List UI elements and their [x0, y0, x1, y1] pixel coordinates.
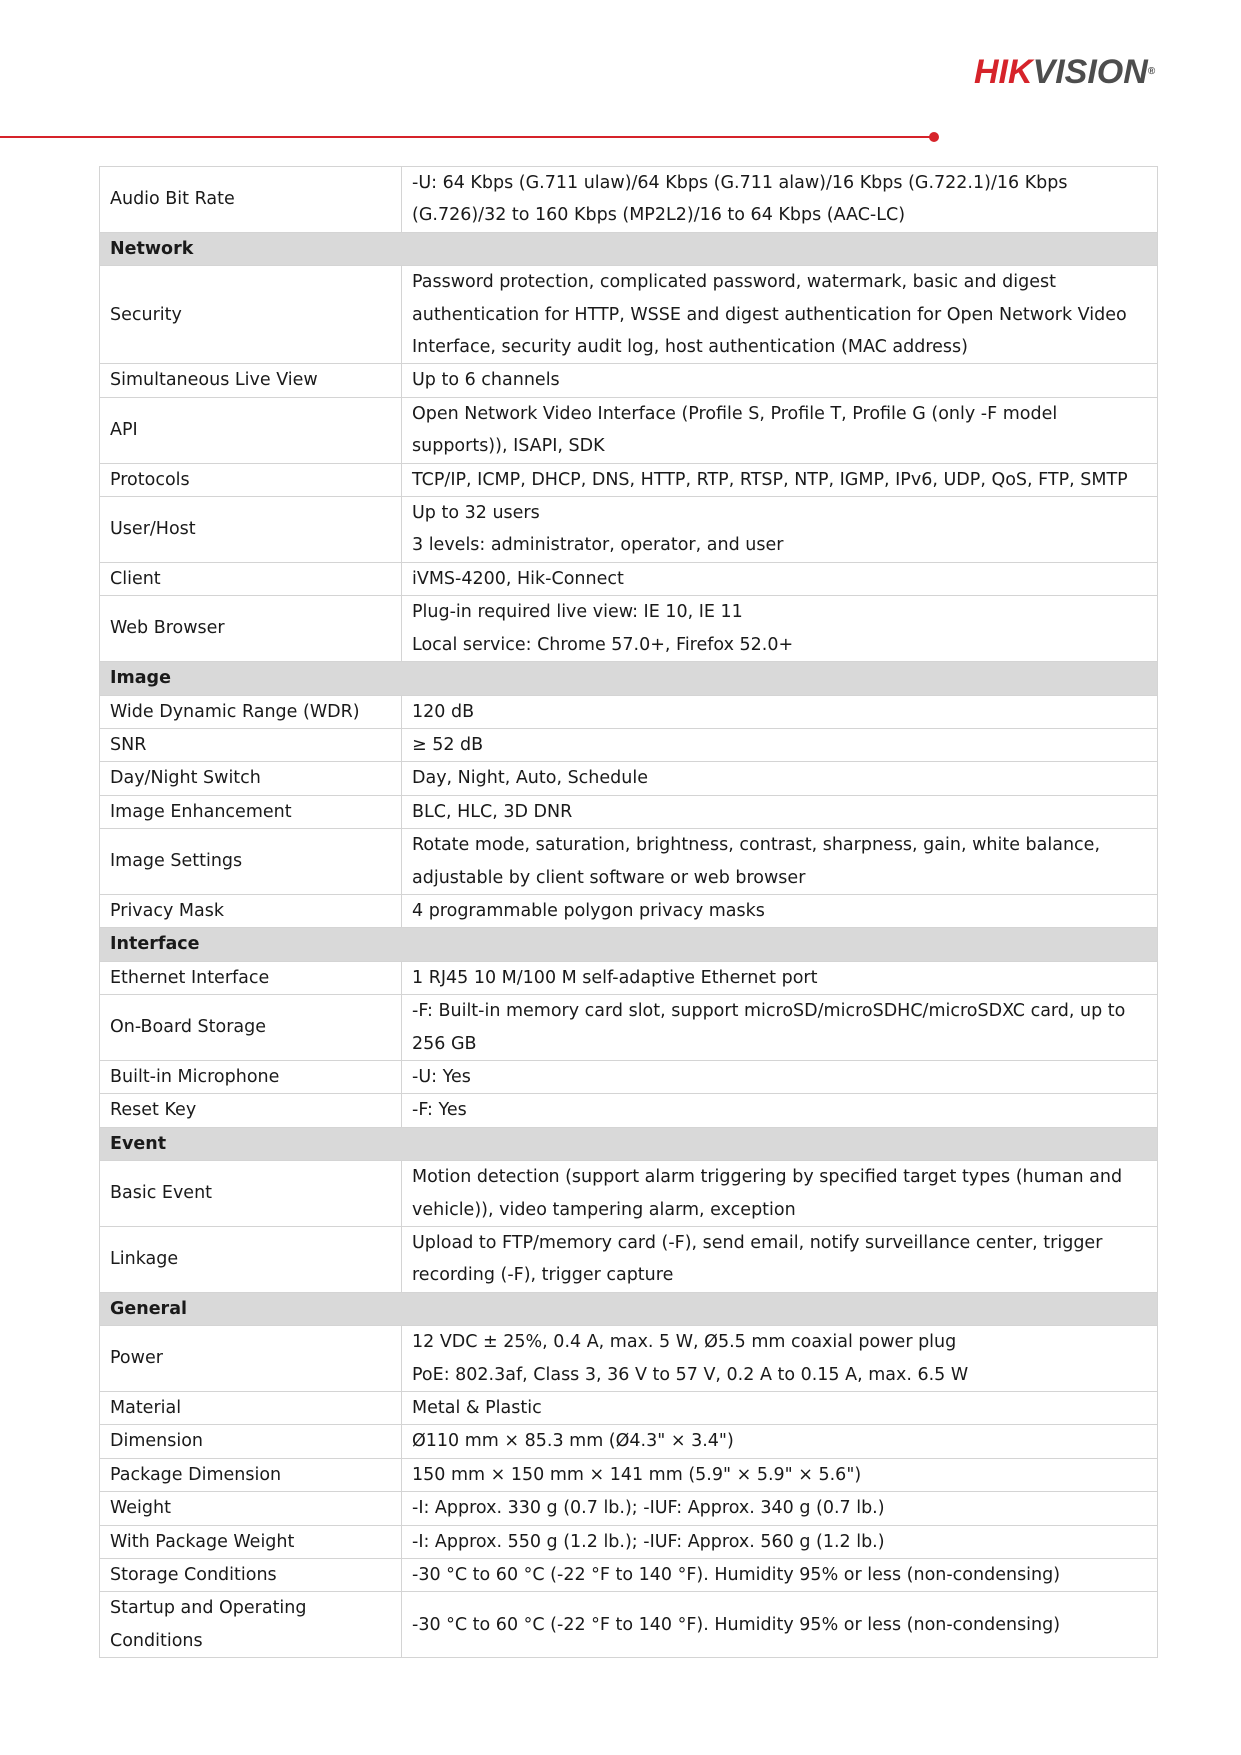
spec-label: Protocols — [100, 463, 402, 496]
spec-value — [402, 1161, 1158, 1227]
spec-value — [402, 728, 1158, 761]
spec-value-line: BLC, HLC, 3D DNR — [412, 801, 573, 822]
spec-label: Security — [100, 266, 402, 364]
spec-row — [100, 497, 1158, 563]
section-title: Network — [100, 232, 1158, 265]
spec-row — [100, 1326, 1158, 1392]
spec-value-line: 3 levels: administrator, operator, and user — [412, 535, 784, 556]
spec-value-line: 12 VDC ± 25%, 0.4 A, max. 5 W, Ø5.5 mm coaxial power plug — [412, 1332, 957, 1353]
spec-row — [100, 1592, 1158, 1658]
spec-row — [100, 894, 1158, 927]
spec-value-line: Password protection, complicated password, watermark, basic and digest authentication for HTTP, WSSE and digest authentication for Open Network Video Interface, security audit log, host authentication (MAC address) — [412, 272, 1127, 358]
spec-value — [402, 397, 1158, 463]
spec-value — [402, 1094, 1158, 1127]
spec-label: On-Board Storage — [100, 995, 402, 1061]
spec-value — [402, 1492, 1158, 1525]
spec-label: Image Settings — [100, 829, 402, 895]
spec-row — [100, 1227, 1158, 1293]
spec-label: Dimension — [100, 1425, 402, 1458]
section-header-row — [100, 232, 1158, 265]
spec-value-line: Rotate mode, saturation, brightness, contrast, sharpness, gain, white balance, adjustable by client software or web browser — [412, 835, 1101, 888]
spec-value-line: Up to 32 users — [412, 503, 540, 524]
section-title: Interface — [100, 928, 1158, 961]
section-header-row — [100, 1292, 1158, 1325]
section-header-row — [100, 1127, 1158, 1160]
spec-value-line: -F: Yes — [412, 1100, 467, 1121]
spec-label: Web Browser — [100, 596, 402, 662]
spec-value-line: -F: Built-in memory card slot, support microSD/microSDHC/microSDXC card, up to 256 GB — [412, 1001, 1126, 1054]
spec-row — [100, 1458, 1158, 1491]
spec-value — [402, 364, 1158, 397]
section-title: General — [100, 1292, 1158, 1325]
spec-value — [402, 1525, 1158, 1558]
spec-label: Built-in Microphone — [100, 1060, 402, 1093]
spec-value-line: 150 mm × 150 mm × 141 mm (5.9" × 5.9" × 5.6") — [412, 1464, 862, 1485]
spec-label: Weight — [100, 1492, 402, 1525]
section-title: Event — [100, 1127, 1158, 1160]
spec-row — [100, 167, 1158, 233]
spec-value-line: Motion detection (support alarm triggering by specified target types (human and vehicle)), video tampering alarm, exception — [412, 1167, 1123, 1220]
spec-value-line: TCP/IP, ICMP, DHCP, DNS, HTTP, RTP, RTSP, NTP, IGMP, IPv6, UDP, QoS, FTP, SMTP — [412, 469, 1128, 490]
spec-value — [402, 266, 1158, 364]
spec-value — [402, 497, 1158, 563]
spec-value-line: Open Network Video Interface (Profile S, Profile T, Profile G (only -F model supports)), ISAPI, SDK — [412, 403, 1058, 457]
spec-row — [100, 1559, 1158, 1592]
spec-row — [100, 795, 1158, 828]
spec-value — [402, 1060, 1158, 1093]
spec-value-line: Plug-in required live view: IE 10, IE 11 — [412, 602, 743, 623]
spec-value-line: Metal & Plastic — [412, 1398, 542, 1419]
spec-row — [100, 596, 1158, 662]
spec-value — [402, 596, 1158, 662]
spec-label: Storage Conditions — [100, 1559, 402, 1592]
spec-row — [100, 1161, 1158, 1227]
spec-value — [402, 1559, 1158, 1592]
spec-value — [402, 961, 1158, 994]
spec-label: Material — [100, 1392, 402, 1425]
hikvision-logo — [974, 52, 1184, 92]
spec-value-line: Local service: Chrome 57.0+, Firefox 52.0+ — [412, 634, 794, 655]
spec-label: Power — [100, 1326, 402, 1392]
spec-label: Ethernet Interface — [100, 961, 402, 994]
logo-registered-mark: ® — [1147, 66, 1156, 77]
spec-value — [402, 1326, 1158, 1392]
spec-label: With Package Weight — [100, 1525, 402, 1558]
spec-row — [100, 995, 1158, 1061]
spec-label: SNR — [100, 728, 402, 761]
spec-value — [402, 829, 1158, 895]
spec-label: Image Enhancement — [100, 795, 402, 828]
spec-value — [402, 1425, 1158, 1458]
spec-label: Package Dimension — [100, 1458, 402, 1491]
spec-row — [100, 762, 1158, 795]
spec-value-line: 1 RJ45 10 M/100 M self-adaptive Ethernet port — [412, 967, 818, 988]
spec-row — [100, 1392, 1158, 1425]
spec-value-line: ≥ 52 dB — [412, 734, 484, 755]
spec-value-line: -30 °C to 60 °C (-22 °F to 140 °F). Humidity 95% or less (non-condensing) — [412, 1565, 1061, 1586]
header-divider-line — [0, 136, 932, 138]
spec-value — [402, 463, 1158, 496]
spec-value-line: Day, Night, Auto, Schedule — [412, 768, 648, 789]
spec-value-line: PoE: 802.3af, Class 3, 36 V to 57 V, 0.2 A to 0.15 A, max. 6.5 W — [412, 1364, 969, 1385]
spec-value — [402, 795, 1158, 828]
spec-row — [100, 364, 1158, 397]
spec-value-line: -I: Approx. 550 g (1.2 lb.); -IUF: Approx. 560 g (1.2 lb.) — [412, 1531, 885, 1552]
spec-value-line: -I: Approx. 330 g (0.7 lb.); -IUF: Approx. 340 g (0.7 lb.) — [412, 1498, 885, 1519]
logo-vision-text: VISION — [1032, 53, 1148, 91]
spec-label: Wide Dynamic Range (WDR) — [100, 695, 402, 728]
spec-label: Client — [100, 562, 402, 595]
spec-row — [100, 1425, 1158, 1458]
spec-value — [402, 762, 1158, 795]
spec-row — [100, 1525, 1158, 1558]
spec-label: Privacy Mask — [100, 894, 402, 927]
spec-value — [402, 562, 1158, 595]
spec-label: Reset Key — [100, 1094, 402, 1127]
header-divider-dot — [929, 132, 939, 142]
spec-row — [100, 562, 1158, 595]
spec-row — [100, 695, 1158, 728]
spec-row — [100, 266, 1158, 364]
spec-row — [100, 829, 1158, 895]
spec-value — [402, 1392, 1158, 1425]
section-header-row — [100, 662, 1158, 695]
spec-value — [402, 1458, 1158, 1491]
spec-label: Simultaneous Live View — [100, 364, 402, 397]
spec-row — [100, 961, 1158, 994]
spec-label: User/Host — [100, 497, 402, 563]
spec-value — [402, 167, 1158, 233]
spec-value — [402, 995, 1158, 1061]
spec-value-line: 120 dB — [412, 701, 475, 722]
spec-value — [402, 894, 1158, 927]
spec-label: Basic Event — [100, 1161, 402, 1227]
spec-label: Linkage — [100, 1227, 402, 1293]
spec-row — [100, 1094, 1158, 1127]
spec-label: Audio Bit Rate — [100, 167, 402, 233]
spec-label: Day/Night Switch — [100, 762, 402, 795]
spec-value-line: iVMS-4200, Hik-Connect — [412, 568, 624, 589]
spec-value-line: 4 programmable polygon privacy masks — [412, 900, 765, 921]
spec-label: Startup and Operating Conditions — [100, 1592, 402, 1658]
spec-value-line: -30 °C to 60 °C (-22 °F to 140 °F). Humidity 95% or less (non-condensing) — [412, 1614, 1061, 1635]
spec-row — [100, 1060, 1158, 1093]
logo-hik-text: HIK — [974, 53, 1033, 91]
spec-value-line: Up to 6 channels — [412, 370, 560, 391]
spec-value-line: -U: Yes — [412, 1066, 471, 1087]
spec-value-line: -U: 64 Kbps (G.711 ulaw)/64 Kbps (G.711 alaw)/16 Kbps (G.722.1)/16 Kbps (G.726)/32 to 160 Kbps (MP2L2)/16 to 64 Kbps (AAC-LC) — [412, 173, 1068, 226]
spec-row — [100, 1492, 1158, 1525]
spec-row — [100, 397, 1158, 463]
spec-row — [100, 463, 1158, 496]
section-header-row — [100, 928, 1158, 961]
spec-value — [402, 695, 1158, 728]
spec-value-line: Ø110 mm × 85.3 mm (Ø4.3" × 3.4") — [412, 1431, 734, 1452]
spec-row — [100, 728, 1158, 761]
spec-table — [99, 166, 1158, 1658]
spec-value — [402, 1227, 1158, 1293]
spec-value — [402, 1592, 1158, 1658]
section-title: Image — [100, 662, 1158, 695]
spec-label: API — [100, 397, 402, 463]
spec-value-line: Upload to FTP/memory card (-F), send email, notify surveillance center, trigger recording (-F), trigger capture — [412, 1233, 1103, 1286]
